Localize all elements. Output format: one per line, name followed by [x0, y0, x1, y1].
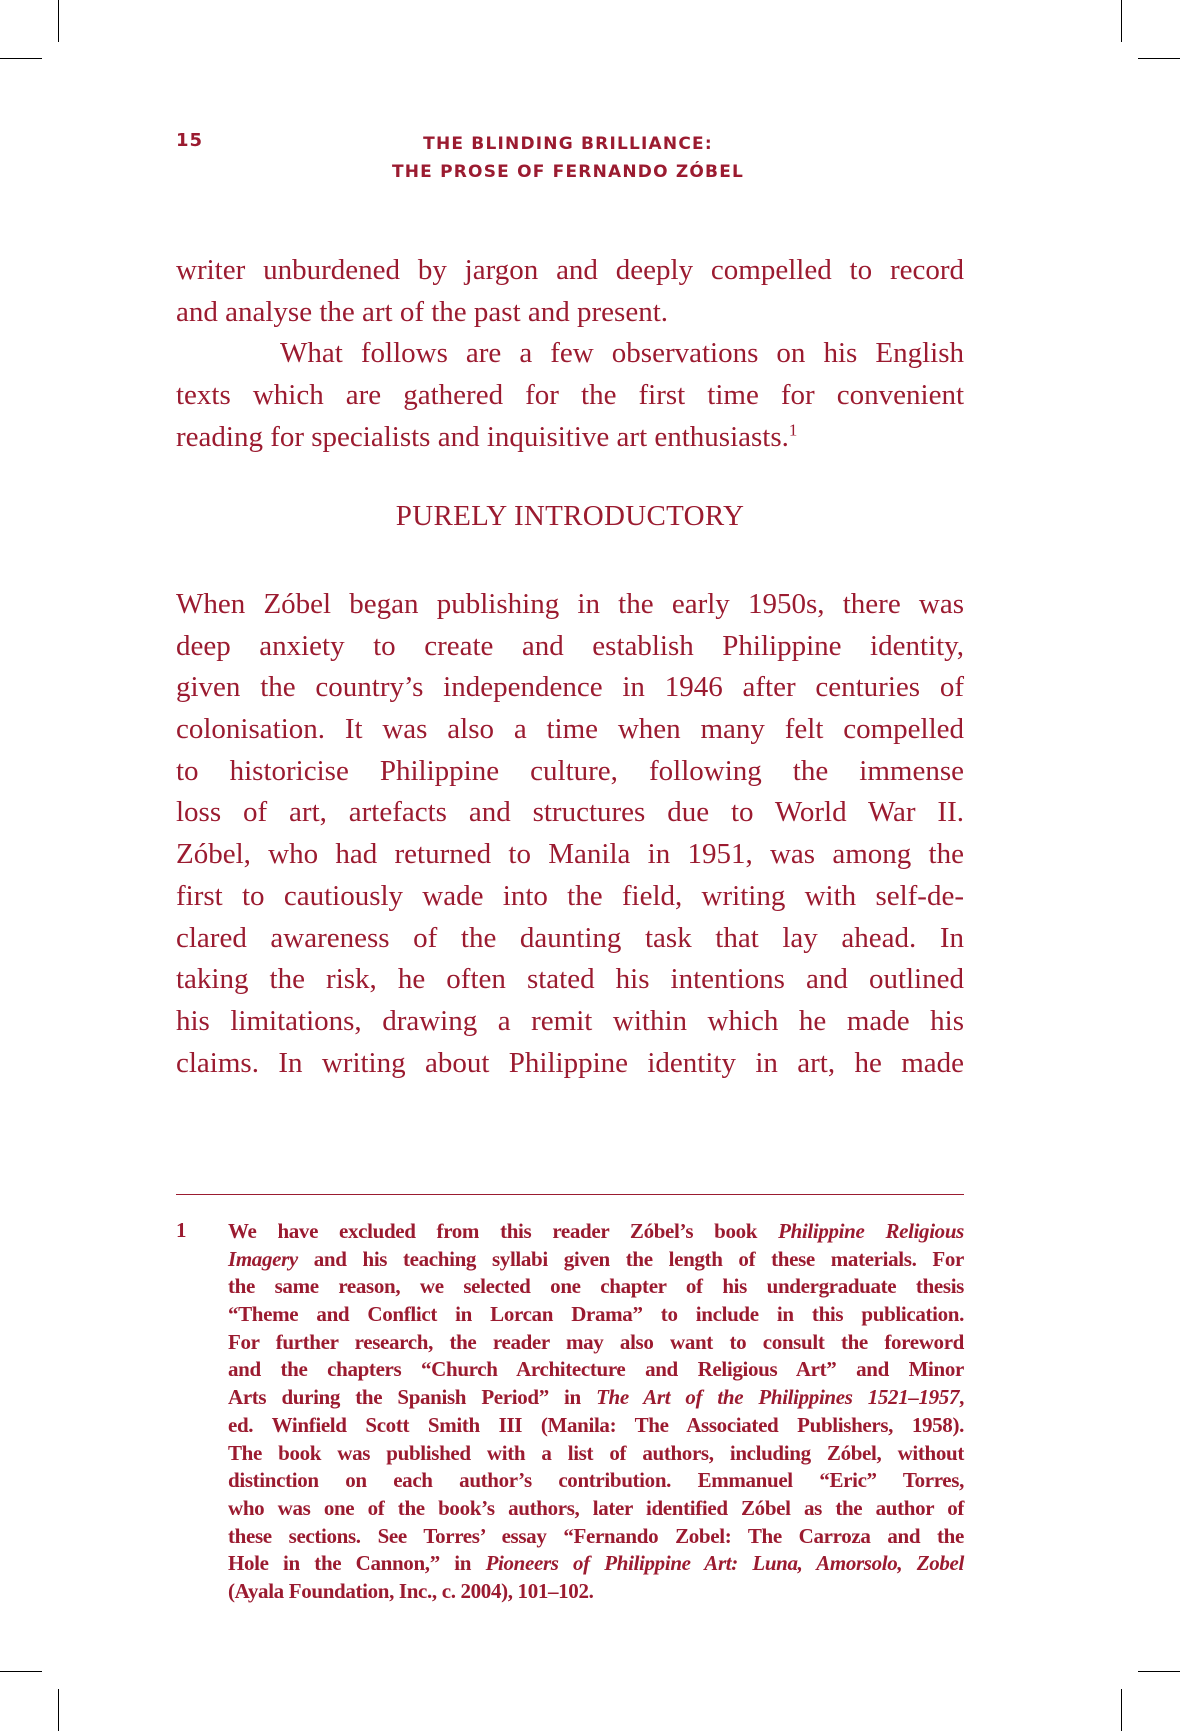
body-text-top	[176, 250, 964, 458]
footnote-line	[228, 1550, 964, 1578]
footnote-run: these sections. See Torres’ essay “Fernando Zobel: The Carroza and the	[228, 1523, 964, 1548]
footnote-run: “Theme and Conflict in Lorcan Drama” to include in this publication.	[228, 1302, 964, 1327]
body-line: When Zóbel began publishing in the early 1950s, there was	[176, 588, 964, 620]
footnote-run: We have excluded from this reader Zóbel’s book	[228, 1219, 779, 1243]
footnote-run: (Ayala Foundation, Inc., c. 2004), 101–102.	[228, 1578, 594, 1603]
footnote-text	[228, 1218, 964, 1606]
crop-mark-bottom-right-vertical	[1121, 1689, 1122, 1731]
footnote-italic-title: Pioneers of Philippine Art: Luna, Amorsolo, Zobel	[485, 1551, 964, 1576]
footnote-line	[228, 1440, 964, 1468]
body-line: claims. In writing about Philippine identity in art, he made	[176, 1046, 964, 1079]
body-line: and analyse the art of the past and present.	[176, 295, 669, 328]
crop-mark-top-left-vertical	[58, 0, 59, 42]
page-number: 15	[176, 130, 204, 151]
footnote-line	[228, 1578, 964, 1606]
body-line: first to cautiously wade into the field, writing with self-de-	[176, 879, 964, 912]
running-head-title	[376, 130, 760, 186]
body-line: colonisation. It was also a time when many felt compelled	[176, 713, 964, 746]
footnote-run: ,	[959, 1385, 965, 1410]
section-heading: PURELY INTRODUCTORY	[395, 500, 745, 532]
body-text-main	[176, 584, 964, 1084]
footnote-reference[interactable]: 1	[788, 420, 798, 440]
body-line: loss of art, artefacts and structures due to World War II.	[176, 796, 964, 829]
footnote-italic-title: The Art of the Philippines 1521–1957	[596, 1385, 960, 1410]
footnote-line	[228, 1467, 964, 1495]
footnote-line	[228, 1412, 964, 1440]
crop-mark-top-left-horizontal	[0, 58, 42, 59]
body-line: texts which are gathered for the first time for convenient	[176, 379, 964, 412]
footnote-line	[228, 1523, 964, 1551]
footnote-italic-title: Philippine Religious	[778, 1219, 964, 1243]
footnote-separator	[176, 1194, 964, 1195]
crop-mark-bottom-left-horizontal	[0, 1671, 42, 1672]
footnote-run: and the chapters “Church Architecture and Religious Art” and Minor	[228, 1357, 964, 1382]
footnote-line	[228, 1356, 964, 1384]
footnote-run: distinction on each author’s contribution. Emmanuel “Eric” Torres,	[228, 1468, 964, 1493]
body-line-text: reading for specialists and inquisitive art enthusiasts.	[176, 420, 789, 453]
footnote-run: Hole in the Cannon,” in	[228, 1551, 486, 1576]
body-line: taking the risk, he often stated his intentions and outlined	[176, 963, 964, 996]
body-line: given the country’s independence in 1946 after centuries of	[176, 671, 964, 704]
footnote-line	[228, 1273, 964, 1301]
crop-mark-bottom-right-horizontal	[1138, 1671, 1180, 1672]
body-line: What follows are a few observations on his English	[280, 337, 964, 370]
crop-mark-bottom-left-vertical	[58, 1689, 59, 1731]
body-line: deep anxiety to create and establish Philippine identity,	[176, 629, 964, 662]
footnote-line	[228, 1495, 964, 1523]
body-line: writer unburdened by jargon and deeply compelled to record	[176, 254, 964, 286]
footnote-run: The book was published with a list of authors, including Zóbel, without	[228, 1440, 964, 1465]
footnote-run: Arts during the Spanish Period” in	[228, 1385, 597, 1410]
running-head-line-2: THE PROSE OF FERNANDO ZÓBEL	[391, 162, 745, 182]
running-head-line-1: THE BLINDING BRILLIANCE:	[423, 134, 713, 154]
footnote-line	[228, 1329, 964, 1357]
footnote-run: and his teaching syllabi given the length of these materials. For	[297, 1246, 964, 1271]
footnote-line	[228, 1218, 964, 1246]
footnote-run: the same reason, we selected one chapter of his undergraduate thesis	[228, 1274, 964, 1299]
footnote-run: ed. Winfield Scott Smith III (Manila: The Associated Publishers, 1958).	[228, 1412, 964, 1437]
footnote-number: 1	[176, 1218, 187, 1242]
footnote-line	[228, 1384, 964, 1412]
body-line-with-footnote-ref	[176, 417, 964, 459]
body-line: Zóbel, who had returned to Manila in 1951, was among the	[176, 838, 964, 871]
footnote-run: who was one of the book’s authors, later identified Zóbel as the author of	[228, 1495, 964, 1520]
footnote-line	[228, 1301, 964, 1329]
body-line: clared awareness of the daunting task that lay ahead. In	[176, 921, 964, 954]
footnote-italic-title: Imagery	[228, 1246, 298, 1271]
body-line: to historicise Philippine culture, following the immense	[176, 754, 964, 787]
footnote-line	[228, 1246, 964, 1274]
crop-mark-top-right-horizontal	[1138, 58, 1180, 59]
body-line: his limitations, drawing a remit within which he made his	[176, 1004, 964, 1037]
footnote-run: For further research, the reader may also want to consult the foreword	[228, 1329, 964, 1354]
crop-mark-top-right-vertical	[1121, 0, 1122, 42]
